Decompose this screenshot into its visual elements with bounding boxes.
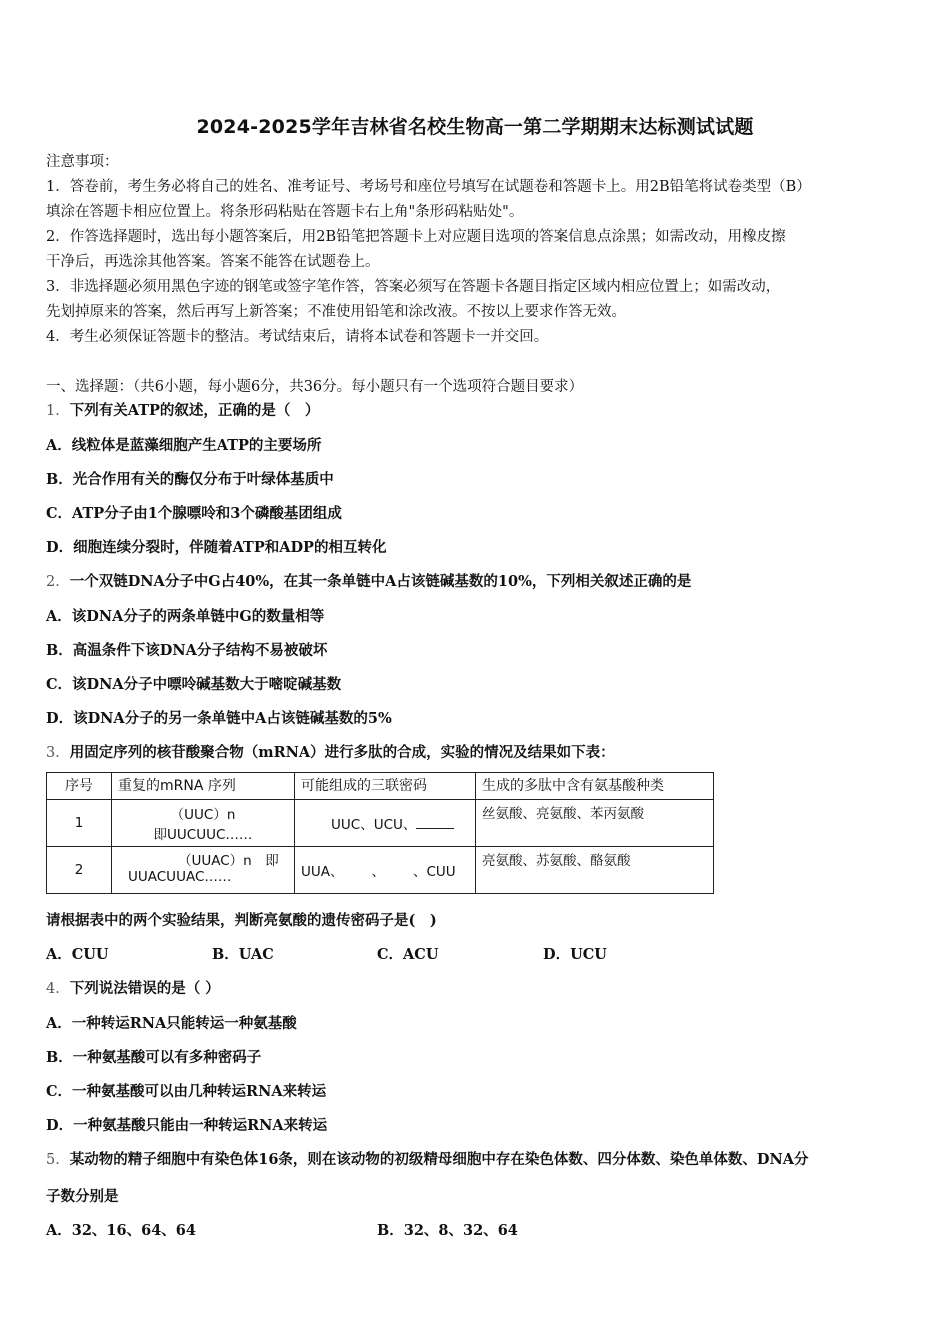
- option-b: B．高温条件下该DNA分子结构不易被破坏: [46, 642, 328, 659]
- question-stem: 下列有关ATP的叙述，正确的是（ ）: [69, 402, 320, 419]
- question-1: [46, 401, 319, 421]
- table-row: [47, 800, 714, 847]
- question-stem: 一个双链DNA分子中G占40%，在其一条单链中A占该链碱基数的10%，下列相关叙述正确的是: [69, 573, 692, 590]
- question-number: 5．: [46, 1152, 70, 1168]
- option-a: A．CUU: [46, 946, 109, 963]
- notice-line: 填涂在答题卡相应位置上。将条形码粘贴在答题卡右上角"条形码粘贴处"。: [46, 204, 524, 220]
- option-c: C．ACU: [377, 946, 439, 963]
- option-b: B．一种氨基酸可以有多种密码子: [46, 1049, 262, 1066]
- option-a: A．32、16、64、64: [46, 1222, 196, 1239]
- table-cell: 1: [47, 800, 112, 847]
- sequence-text: UUACUUAC……: [128, 869, 232, 885]
- option-b: B．32、8、32、64: [377, 1222, 518, 1239]
- question-stem-continued: 子数分别是: [46, 1188, 119, 1205]
- question-number: 3．: [46, 745, 70, 761]
- question-4: [46, 979, 220, 999]
- question-stem: 下列说法错误的是（ ）: [69, 980, 220, 997]
- notice-line: 干净后，再选涂其他答案。答案不能答在试题卷上。: [46, 254, 380, 270]
- notice-line: 4．考生必须保证答题卡的整洁。考试结束后，请将本试卷和答题卡一并交回。: [46, 329, 549, 345]
- codon-text: UUA、: [301, 864, 344, 880]
- table-cell: 丝氨酸、亮氨酸、苯丙氨酸: [476, 800, 714, 847]
- option-c: C．该DNA分子中嘌呤碱基数大于嘧啶碱基数: [46, 676, 342, 693]
- page-title: 2024-2025学年吉林省名校生物高一第二学期期末达标测试试题: [196, 116, 754, 138]
- codon-table: [46, 772, 714, 894]
- option-a: A．线粒体是蓝藻细胞产生ATP的主要场所: [46, 437, 322, 454]
- question-number: 1．: [46, 403, 70, 419]
- table-cell: [295, 800, 476, 847]
- question-2: [46, 572, 691, 592]
- option-c: C．ATP分子由1个腺嘌呤和3个磷酸基团组成: [46, 505, 342, 522]
- table-header: 生成的多肽中含有氨基酸种类: [476, 773, 714, 800]
- option-b: B．UAC: [212, 946, 274, 963]
- table-header: 可能组成的三联密码: [295, 773, 476, 800]
- question-stem: 某动物的精子细胞中有染色体16条，则在该动物的初级精母细胞中存在染色体数、四分体数、染色单体数、DNA分: [69, 1151, 809, 1168]
- option-d: D．该DNA分子的另一条单链中A占该链碱基数的5%: [46, 710, 392, 727]
- codon-text: 、: [371, 864, 385, 880]
- option-d: D．一种氨基酸只能由一种转运RNA来转运: [46, 1117, 328, 1134]
- notice-line: 2．作答选择题时，选出每小题答案后，用2B铅笔把答题卡上对应题目选项的答案信息点涂黑；如需改动，用橡皮擦: [46, 229, 786, 245]
- notice-line: 1．答卷前，考生务必将自己的姓名、准考证号、考场号和座位号填写在试题卷和答题卡上。用2B铅笔将试卷类型（B）: [46, 179, 811, 195]
- question-3-prompt: 请根据表中的两个实验结果，判断亮氨酸的遗传密码子是( ): [46, 912, 437, 929]
- question-stem: 用固定序列的核苷酸聚合物（mRNA）进行多肽的合成，实验的情况及结果如下表：: [69, 744, 615, 761]
- table-header-row: [47, 773, 714, 800]
- option-a: A．一种转运RNA只能转运一种氨基酸: [46, 1015, 297, 1032]
- option-d: D．UCU: [543, 946, 607, 963]
- question-number: 2．: [46, 574, 70, 590]
- table-cell: [112, 800, 295, 847]
- sequence-text: （UUAC）n 即: [178, 853, 279, 869]
- notice-heading: 注意事项：: [46, 154, 119, 170]
- table-cell: [112, 847, 295, 894]
- table-cell: [295, 847, 476, 894]
- notice-line: 先划掉原来的答案，然后再写上新答案；不准使用铅笔和涂改液。不按以上要求作答无效。: [46, 304, 626, 320]
- answer-blank: [416, 816, 454, 829]
- option-a: A．该DNA分子的两条单链中G的数量相等: [46, 608, 325, 625]
- notice-line: 3．非选择题必须用黑色字迹的钢笔或签字笔作答，答案必须写在答题卡各题目指定区域内相应位置上；如需改动，: [46, 279, 781, 295]
- question-number: 4．: [46, 981, 70, 997]
- table-cell: 2: [47, 847, 112, 894]
- codon-text: UUC、UCU、: [331, 817, 417, 833]
- table-cell: 亮氨酸、苏氨酸、酪氨酸: [476, 847, 714, 894]
- option-d: D．细胞连续分裂时，伴随着ATP和ADP的相互转化: [46, 539, 387, 556]
- question-3: [46, 743, 615, 763]
- option-b: B．光合作用有关的酶仅分布于叶绿体基质中: [46, 471, 334, 488]
- table-header: 序号: [47, 773, 112, 800]
- table-row: [47, 847, 714, 894]
- table-header: 重复的mRNA 序列: [112, 773, 295, 800]
- question-5: [46, 1150, 809, 1170]
- codon-text: 、CUU: [413, 864, 456, 880]
- option-c: C．一种氨基酸可以由几种转运RNA来转运: [46, 1083, 327, 1100]
- sequence-text: 即UUCUUC……: [153, 827, 253, 843]
- sequence-text: （UUC）n: [170, 807, 236, 823]
- section-heading: 一、选择题：（共6小题，每小题6分，共36分。每小题只有一个选项符合题目要求）: [46, 379, 584, 395]
